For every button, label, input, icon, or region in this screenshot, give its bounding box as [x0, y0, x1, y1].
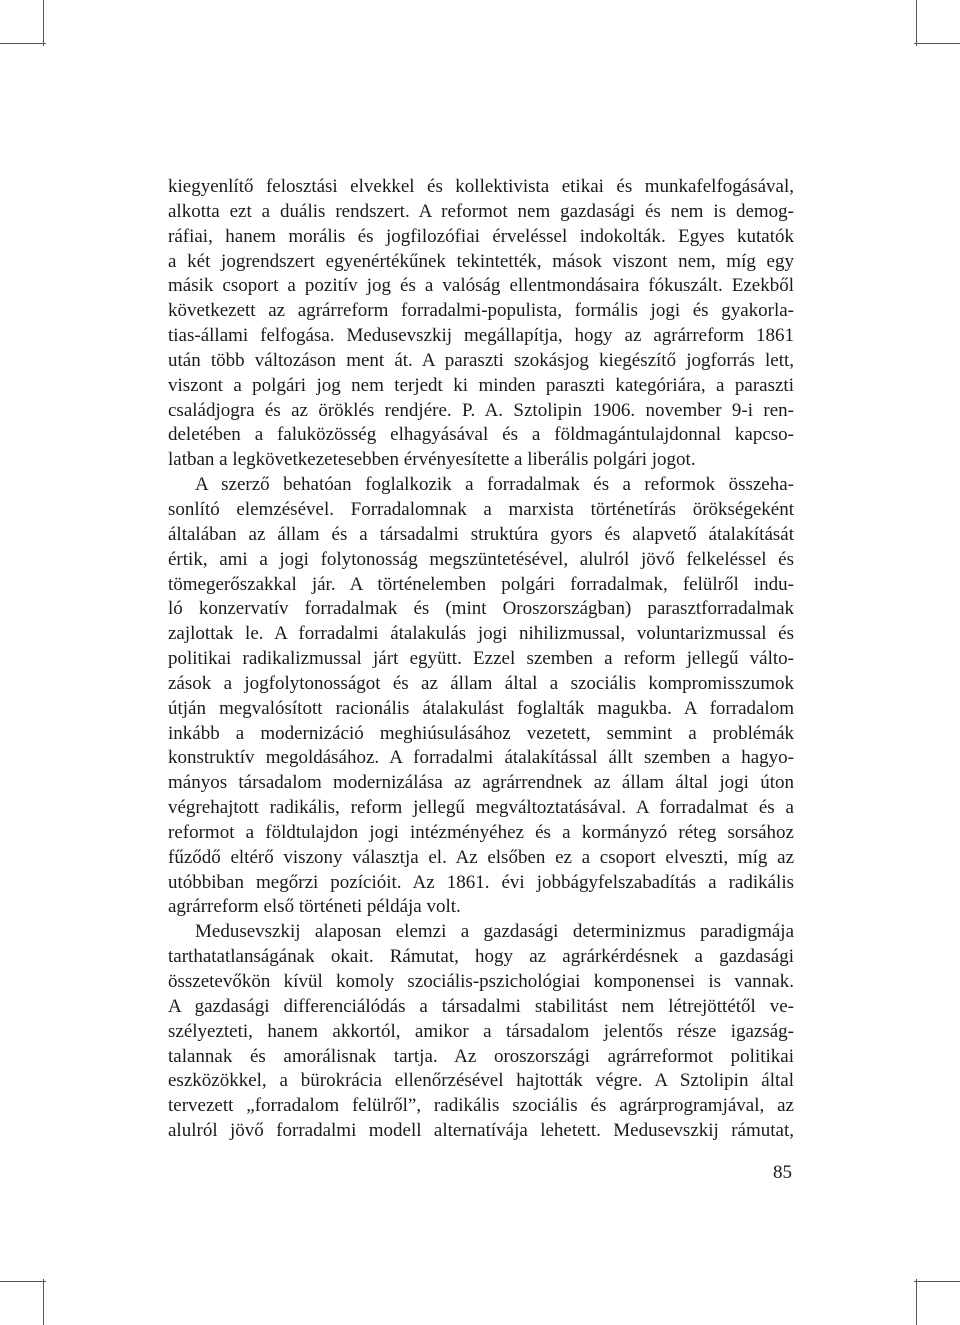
text-line: után több változáson ment át. A paraszti szokásjog kiegészítő jogforrás lett, — [168, 349, 794, 371]
text-line: ló konzervatív forradalmak és (mint Oroszországban) parasztforradalmak — [168, 598, 794, 620]
text-line: zások a jogfolytonosságot és az állam által a szociális kompromisszumok — [168, 672, 794, 694]
text-line: tömegerőszakkal jár. A történelemben polgári forradalmak, felülről indu- — [168, 573, 794, 595]
text-line: A szerző behatóan foglalkozik a forradalmak és a reformok összeha- — [195, 474, 794, 496]
text-line: Medusevszkij alaposan elemzi a gazdasági determinizmus paradigmája — [195, 921, 794, 943]
text-line: latban a legkövetkezetesebben érvényesítette a liberális polgári jogot. — [168, 449, 696, 471]
text-line: viszont a polgári jog nem terjedt ki minden paraszti kategóriára, a paraszti — [168, 374, 794, 396]
text-line: inkább a modernizáció meghiúsulásához vezetett, semmint a problémák — [168, 722, 794, 744]
paragraph — [168, 473, 794, 920]
crop-mark — [0, 1281, 46, 1282]
text-line: tervezett „forradalom felülről”, radikális szociális és agrárprogramjával, az — [168, 1095, 794, 1117]
crop-mark — [43, 1279, 44, 1325]
text-line: deletében a faluközösség elhagyásával és a földmagántulajdonnal kapcso- — [168, 424, 794, 446]
text-line: talannak és amorálisnak tartja. Az oroszországi agrárreformot politikai — [168, 1045, 794, 1067]
text-line: szélyezteti, hanem akkortól, amikor a társadalom jelentős része igazság- — [168, 1020, 794, 1042]
text-line: összetevőkön kívül komoly szociális-pszichológiai komponensei is vannak. — [168, 971, 794, 992]
crop-mark — [914, 1281, 960, 1282]
paragraph — [168, 175, 794, 473]
text-line: politikai radikalizmussal járt együtt. Ezzel szemben a reform jellegű válto- — [168, 648, 794, 670]
text-line: útján megvalósított racionális átalakulást foglalták magukba. A forradalom — [168, 697, 794, 719]
text-line: fűződő eltérő viszony választja el. Az elsőben ez a csoport elveszti, míg az — [168, 846, 794, 868]
crop-mark — [43, 0, 44, 46]
page-number: 85 — [773, 1162, 792, 1183]
text-line: családjogra és az öröklés rendjére. P. A. Sztolipin 1906. november 9-i ren- — [168, 399, 794, 421]
crop-mark — [914, 43, 960, 44]
text-line: alulról jövő forradalmi modell alternatívája lehetett. Medusevszkij rámutat, — [168, 1120, 794, 1142]
crop-mark — [916, 1279, 917, 1325]
text-line: mányos társadalom modernizálása az agrárrendnek az állam által jogi úton — [168, 772, 794, 794]
text-line: kiegyenlítő felosztási elvekkel és kollektivista etikai és munkafelfogásával, — [168, 176, 794, 197]
text-line: utóbbiban megőrzi pozícióit. Az 1861. évi jobbágyfelszabadítás a radikális — [168, 871, 794, 893]
text-line: zajlottak le. A forradalmi átalakulás jogi nihilizmussal, voluntarizmussal és — [168, 623, 794, 645]
text-line: konstruktív megoldásához. A forradalmi átalakítással állt szemben a hagyo- — [168, 747, 794, 769]
text-line: ráfiai, hanem morális és jogfilozófiai érveléssel indokolták. Egyes kutatók — [168, 225, 794, 247]
body-text — [168, 175, 794, 1144]
text-line: A gazdasági differenciálódás a társadalmi stabilitást nem létrejöttétől ve- — [168, 995, 794, 1017]
paragraph — [168, 920, 794, 1144]
text-line: tias-állami felfogása. Medusevszkij megállapítja, hogy az agrárreform 1861 — [168, 325, 794, 347]
text-line: másik csoport a pozitív jog és a valóság ellentmondásaira fókuszált. Ezekből — [168, 275, 794, 297]
text-line: tarthatatlanságának okait. Rámutat, hogy az agrárkérdésnek a gazdasági — [168, 946, 794, 968]
text-line: a két jogrendszert egyenértékűnek tekintették, mások viszont nem, míg egy — [168, 250, 794, 272]
text-line: általában az állam és a társadalmi struktúra gyors és alapvető átalakítását — [168, 523, 794, 545]
text-line: eszközökkel, a bürokrácia ellenőrzésével hajtották végre. A Sztolipin által — [168, 1070, 794, 1092]
text-line: következett az agrárreform forradalmi-populista, formális jogi és gyakorla- — [168, 300, 794, 322]
crop-mark — [0, 43, 46, 44]
text-line: végrehajtott radikális, reform jellegű megváltoztatásával. A forradalmat és a — [168, 797, 794, 819]
text-line: agrárreform első történeti példája volt. — [168, 896, 461, 918]
text-line: értik, ami a jogi folytonosság megszüntetésével, alulról jövő felkeléssel és — [168, 548, 794, 570]
crop-mark — [916, 0, 917, 46]
text-line: sonlító elemzésével. Forradalomnak a marxista történetírás örökségeként — [168, 498, 794, 520]
text-line: reformot a földtulajdon jogi intézményéhez és a kormányzó réteg sorsához — [168, 821, 794, 843]
text-line: alkotta ezt a duális rendszert. A reformot nem gazdasági és nem is demog- — [168, 200, 794, 222]
